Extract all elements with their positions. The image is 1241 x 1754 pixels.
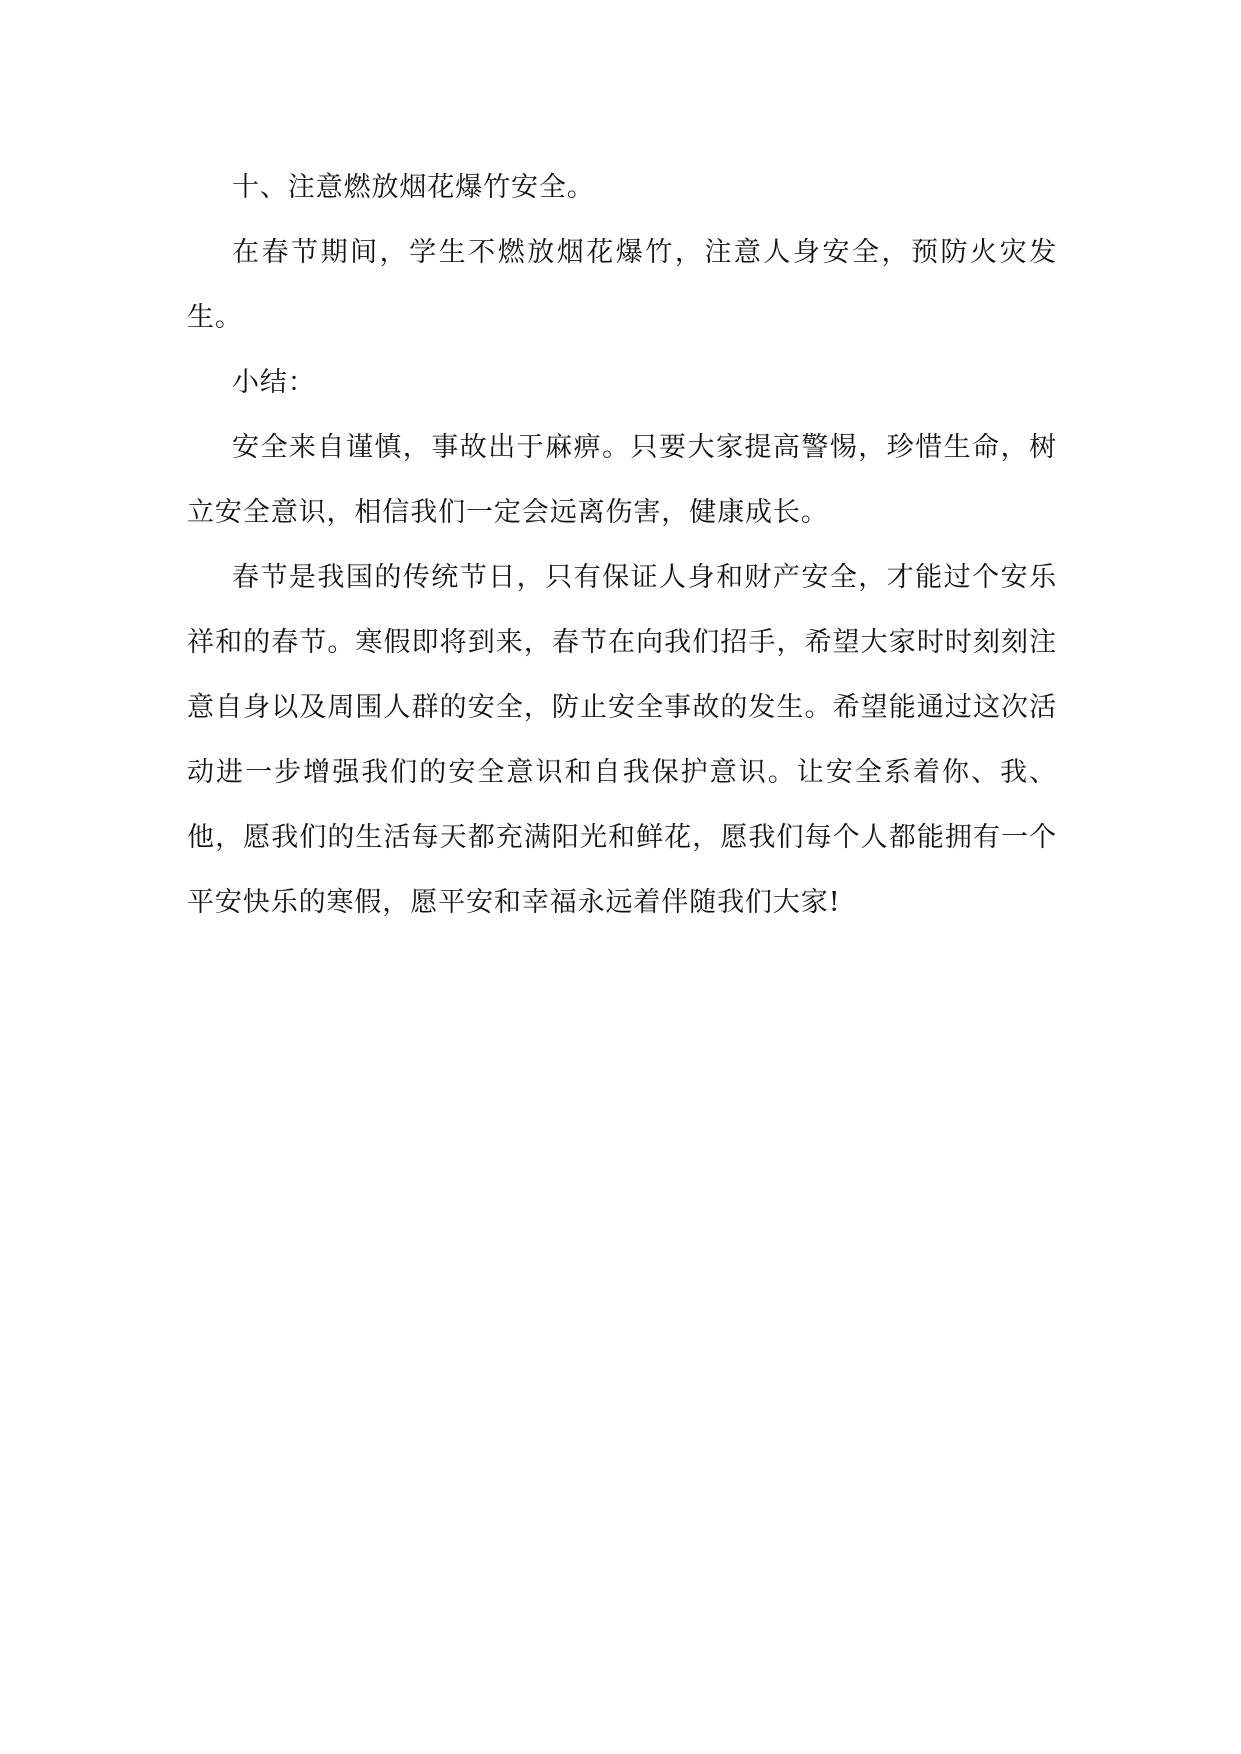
body-paragraph: 春节是我国的传统节日，只有保证人身和财产安全，才能过个安乐祥和的春节。寒假即将到来，春节在向我们招手，希望大家时时刻刻注意自身以及周围人群的安全，防止安全事故的发生。希望能通过这次活动进一步增强我们的安全意识和自我保护意识。让安全系着你、我、他，愿我们的生活每天都充满阳光和鲜花，愿我们每个人都能拥有一个平安快乐的寒假，愿平安和幸福永远着伴随我们大家!: [187, 562, 1057, 918]
summary-heading: 小结：: [232, 367, 316, 398]
section-heading: 十、注意燃放烟花爆竹安全。: [232, 172, 595, 203]
body-paragraph: 在春节期间，学生不燃放烟花爆竹，注意人身安全，预防火灾发生。: [187, 237, 1057, 333]
document-body: [187, 155, 1057, 935]
body-paragraph: 安全来自谨慎，事故出于麻痹。只要大家提高警惕，珍惜生命，树立安全意识，相信我们一定会远离伤害，健康成长。: [187, 432, 1057, 528]
